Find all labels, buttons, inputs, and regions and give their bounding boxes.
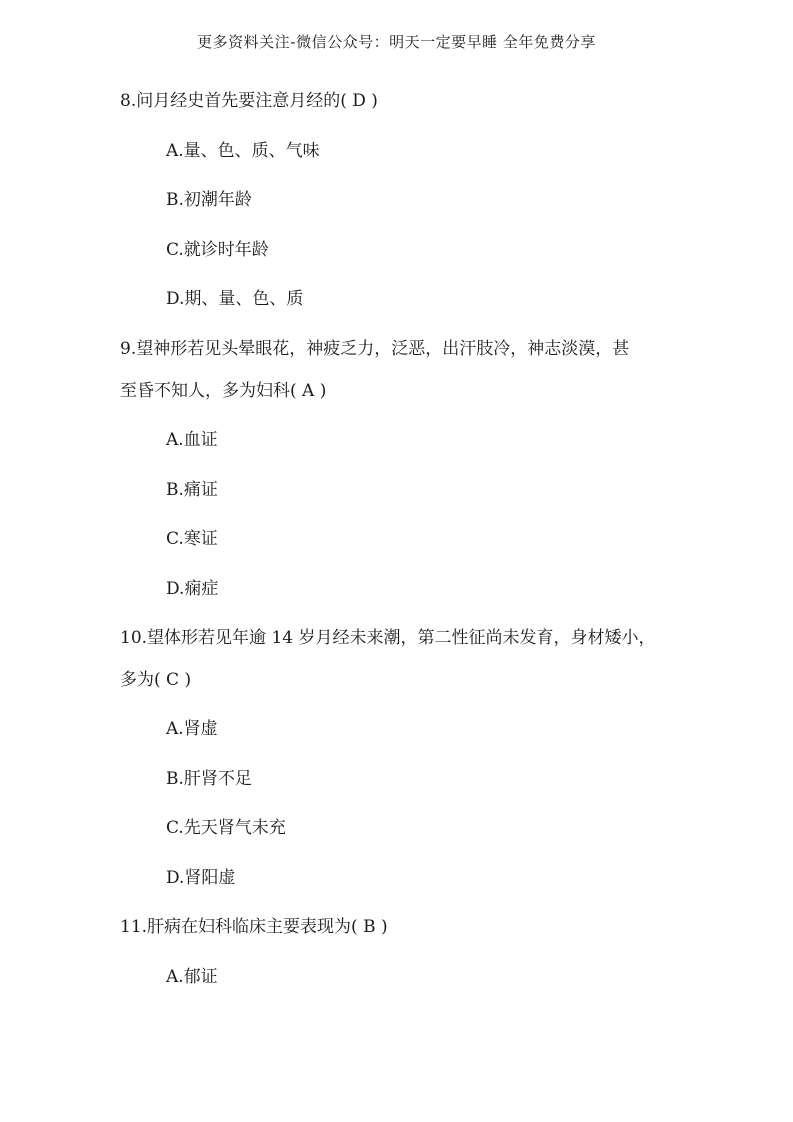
question-9-option-c: C.寒证: [166, 529, 218, 549]
question-9-stem-line-2: 至昏不知人，多为妇科( A ): [120, 381, 327, 401]
question-8-stem: 8.问月经史首先要注意月经的( D ): [120, 91, 378, 111]
question-8-option-d: D.期、量、色、质: [166, 289, 304, 309]
question-10-option-a: A.肾虚: [166, 719, 218, 739]
question-10-option-c: C.先天肾气未充: [166, 818, 286, 838]
question-10-stem-line-2: 多为( C ): [120, 670, 192, 690]
question-9-option-b: B.痛证: [166, 480, 218, 500]
question-11-stem: 11.肝病在妇科临床主要表现为( B ): [120, 917, 388, 937]
page-header: 更多资料关注-微信公众号：明天一定要早睡 全年免费分享: [197, 33, 596, 51]
question-8-option-c: C.就诊时年龄: [166, 240, 269, 260]
question-8-option-b: B.初潮年龄: [166, 190, 252, 210]
question-10-stem-line-1: 10.望体形若见年逾 14 岁月经未来潮，第二性征尚未发育，身材矮小，: [120, 628, 656, 648]
question-11-option-a: A.郁证: [166, 967, 218, 987]
question-9-option-a: A.血证: [166, 430, 218, 450]
question-9-option-d: D.痫症: [166, 579, 219, 599]
question-10-option-d: D.肾阳虚: [166, 868, 236, 888]
question-9-stem-line-1: 9.望神形若见头晕眼花，神疲乏力，泛恶，出汗肢冷，神志淡漠，甚: [120, 339, 630, 359]
question-10-option-b: B.肝肾不足: [166, 769, 252, 789]
question-8-option-a: A.量、色、质、气味: [166, 141, 320, 161]
